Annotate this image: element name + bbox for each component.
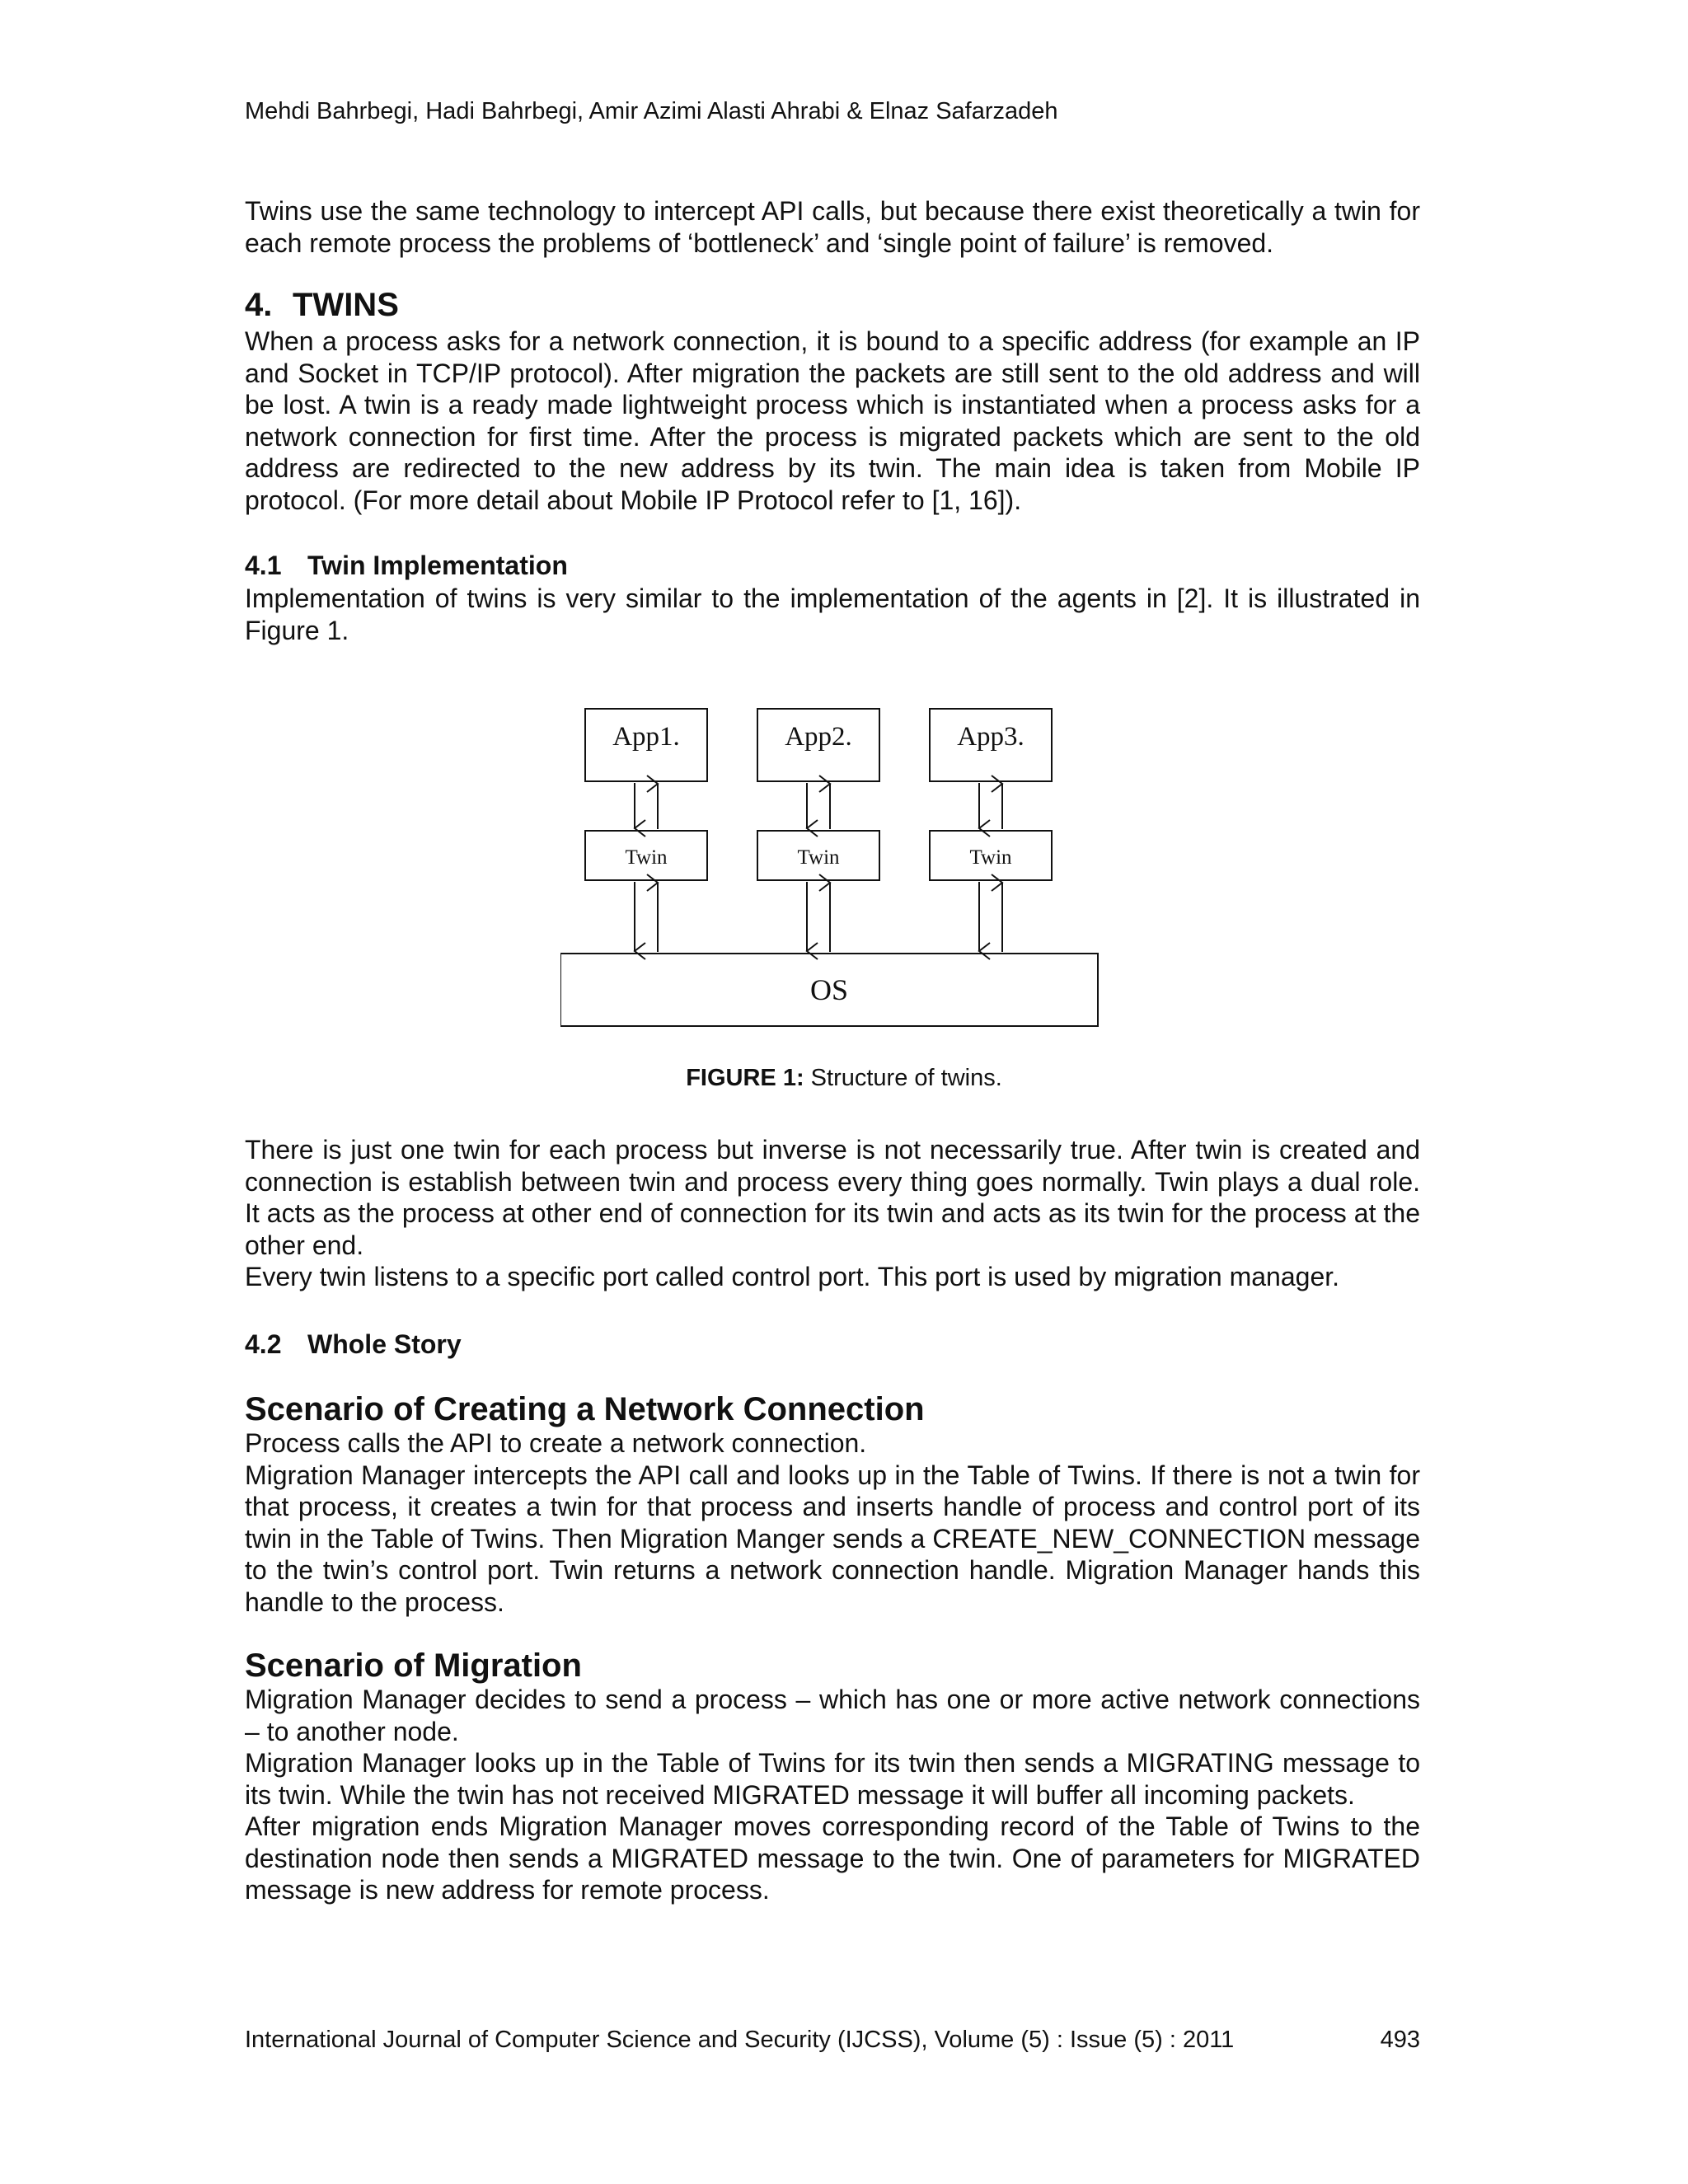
after-figure-paragraphs [245, 1134, 1420, 1293]
figure-1-diagram [560, 705, 1104, 1034]
app2-label: App2. [785, 722, 852, 752]
scenario-migration-paragraph-2: Migration Manager looks up in the Table of Twins for its twin then sends a MIGRATING message to its twin. While the twin has not received MIGRATED message it will buffer all incoming packets. [245, 1748, 1420, 1810]
section-4-1-heading [245, 549, 568, 582]
twin3-label: Twin [969, 846, 1012, 869]
journal-footer: International Journal of Computer Science and Security (IJCSS), Volume (5) : Issue (5) : 2011 [245, 2027, 1235, 2053]
section-4-1-title: Twin Implementation [307, 551, 568, 580]
app1-label: App1. [612, 722, 680, 752]
intro-paragraph-text: Twins use the same technology to intercept API calls, but because there exist theoretically a twin for each remote process the problems of ‘bottleneck’ and ‘single point of failure’ is removed. [245, 196, 1420, 258]
scenario-connection-body [245, 1427, 1420, 1618]
figure-1-caption-text: Structure of twins. [804, 1065, 1002, 1091]
section-4-title: TWINS [293, 287, 399, 323]
figure-1-svg [560, 705, 1104, 1034]
scenario-connection-paragraph-2: Migration Manager intercepts the API call and looks up in the Table of Twins. If there is not a twin for that process, it creates a twin for that process and inserts handle of process and control port of its twin in the Table of Twins. Then Migration Manger sends a CREATE_NEW_CONNECTION message to the twin’s control port. Twin returns a network connection handle. Migration Manager hands this handle to the process. [245, 1460, 1420, 1617]
after-figure-paragraph-2: Every twin listens to a specific port called control port. This port is used by migration manager. [245, 1262, 1340, 1291]
section-4-number: 4. [245, 287, 273, 323]
twin1-label: Twin [625, 846, 668, 869]
section-4-1-paragraph-text: Implementation of twins is very similar to the implementation of the agents in [2]. It is illustrated in Figure 1. [245, 583, 1420, 645]
page-number: 493 [1380, 2027, 1420, 2053]
section-4-heading [245, 285, 399, 325]
scenario-migration-body [245, 1684, 1420, 1906]
section-4-2-heading [245, 1328, 462, 1361]
scenario-connection-paragraph-1: Process calls the API to create a network connection. [245, 1428, 867, 1458]
section-4-paragraph-text: When a process asks for a network connection, it is bound to a specific address (for example an IP and Socket in TCP/IP protocol). After migration the packets are still sent to the old address and will be lost. A twin is a ready made lightweight process which is instantiated when a process asks for a network connection for first time. After the process is migrated packets which are sent to the old address are redirected to the new address by its twin. The main idea is taken from Mobile IP protocol. (For more detail about Mobile IP Protocol refer to [1, 16]). [245, 326, 1420, 515]
section-4-paragraph [245, 326, 1420, 516]
scenario-migration-paragraph-1: Migration Manager decides to send a process – which has one or more active network connections – to another node. [245, 1685, 1420, 1746]
running-header: Mehdi Bahrbegi, Hadi Bahrbegi, Amir Azimi Alasti Ahrabi & Elnaz Safarzadeh [245, 98, 1058, 124]
os-label: OS [809, 973, 849, 1006]
intro-paragraph [245, 195, 1420, 259]
figure-1-caption [0, 1062, 1688, 1094]
app3-label: App3. [957, 722, 1025, 752]
twin2-label: Twin [797, 846, 840, 869]
section-4-1-paragraph [245, 583, 1420, 646]
scenario-migration-paragraph-3: After migration ends Migration Manager moves corresponding record of the Table of Twins to the destination node then sends a MIGRATED message to the twin. One of parameters for MIGRATED message is new address for remote process. [245, 1811, 1420, 1905]
figure-1-caption-label: FIGURE 1: [686, 1065, 804, 1091]
section-4-2-title: Whole Story [307, 1329, 462, 1359]
section-4-2-number: 4.2 [245, 1329, 282, 1359]
after-figure-paragraph-1: There is just one twin for each process but inverse is not necessarily true. After twin is created and connection is establish between twin and process every thing goes normally. Twin plays a dual role. It acts as the process at other end of connection for its twin and acts as its twin for the process at the other end. [245, 1135, 1420, 1260]
scenario-connection-heading: Scenario of Creating a Network Connection [245, 1391, 925, 1427]
section-4-1-number: 4.1 [245, 551, 282, 580]
scenario-migration-heading: Scenario of Migration [245, 1647, 582, 1684]
